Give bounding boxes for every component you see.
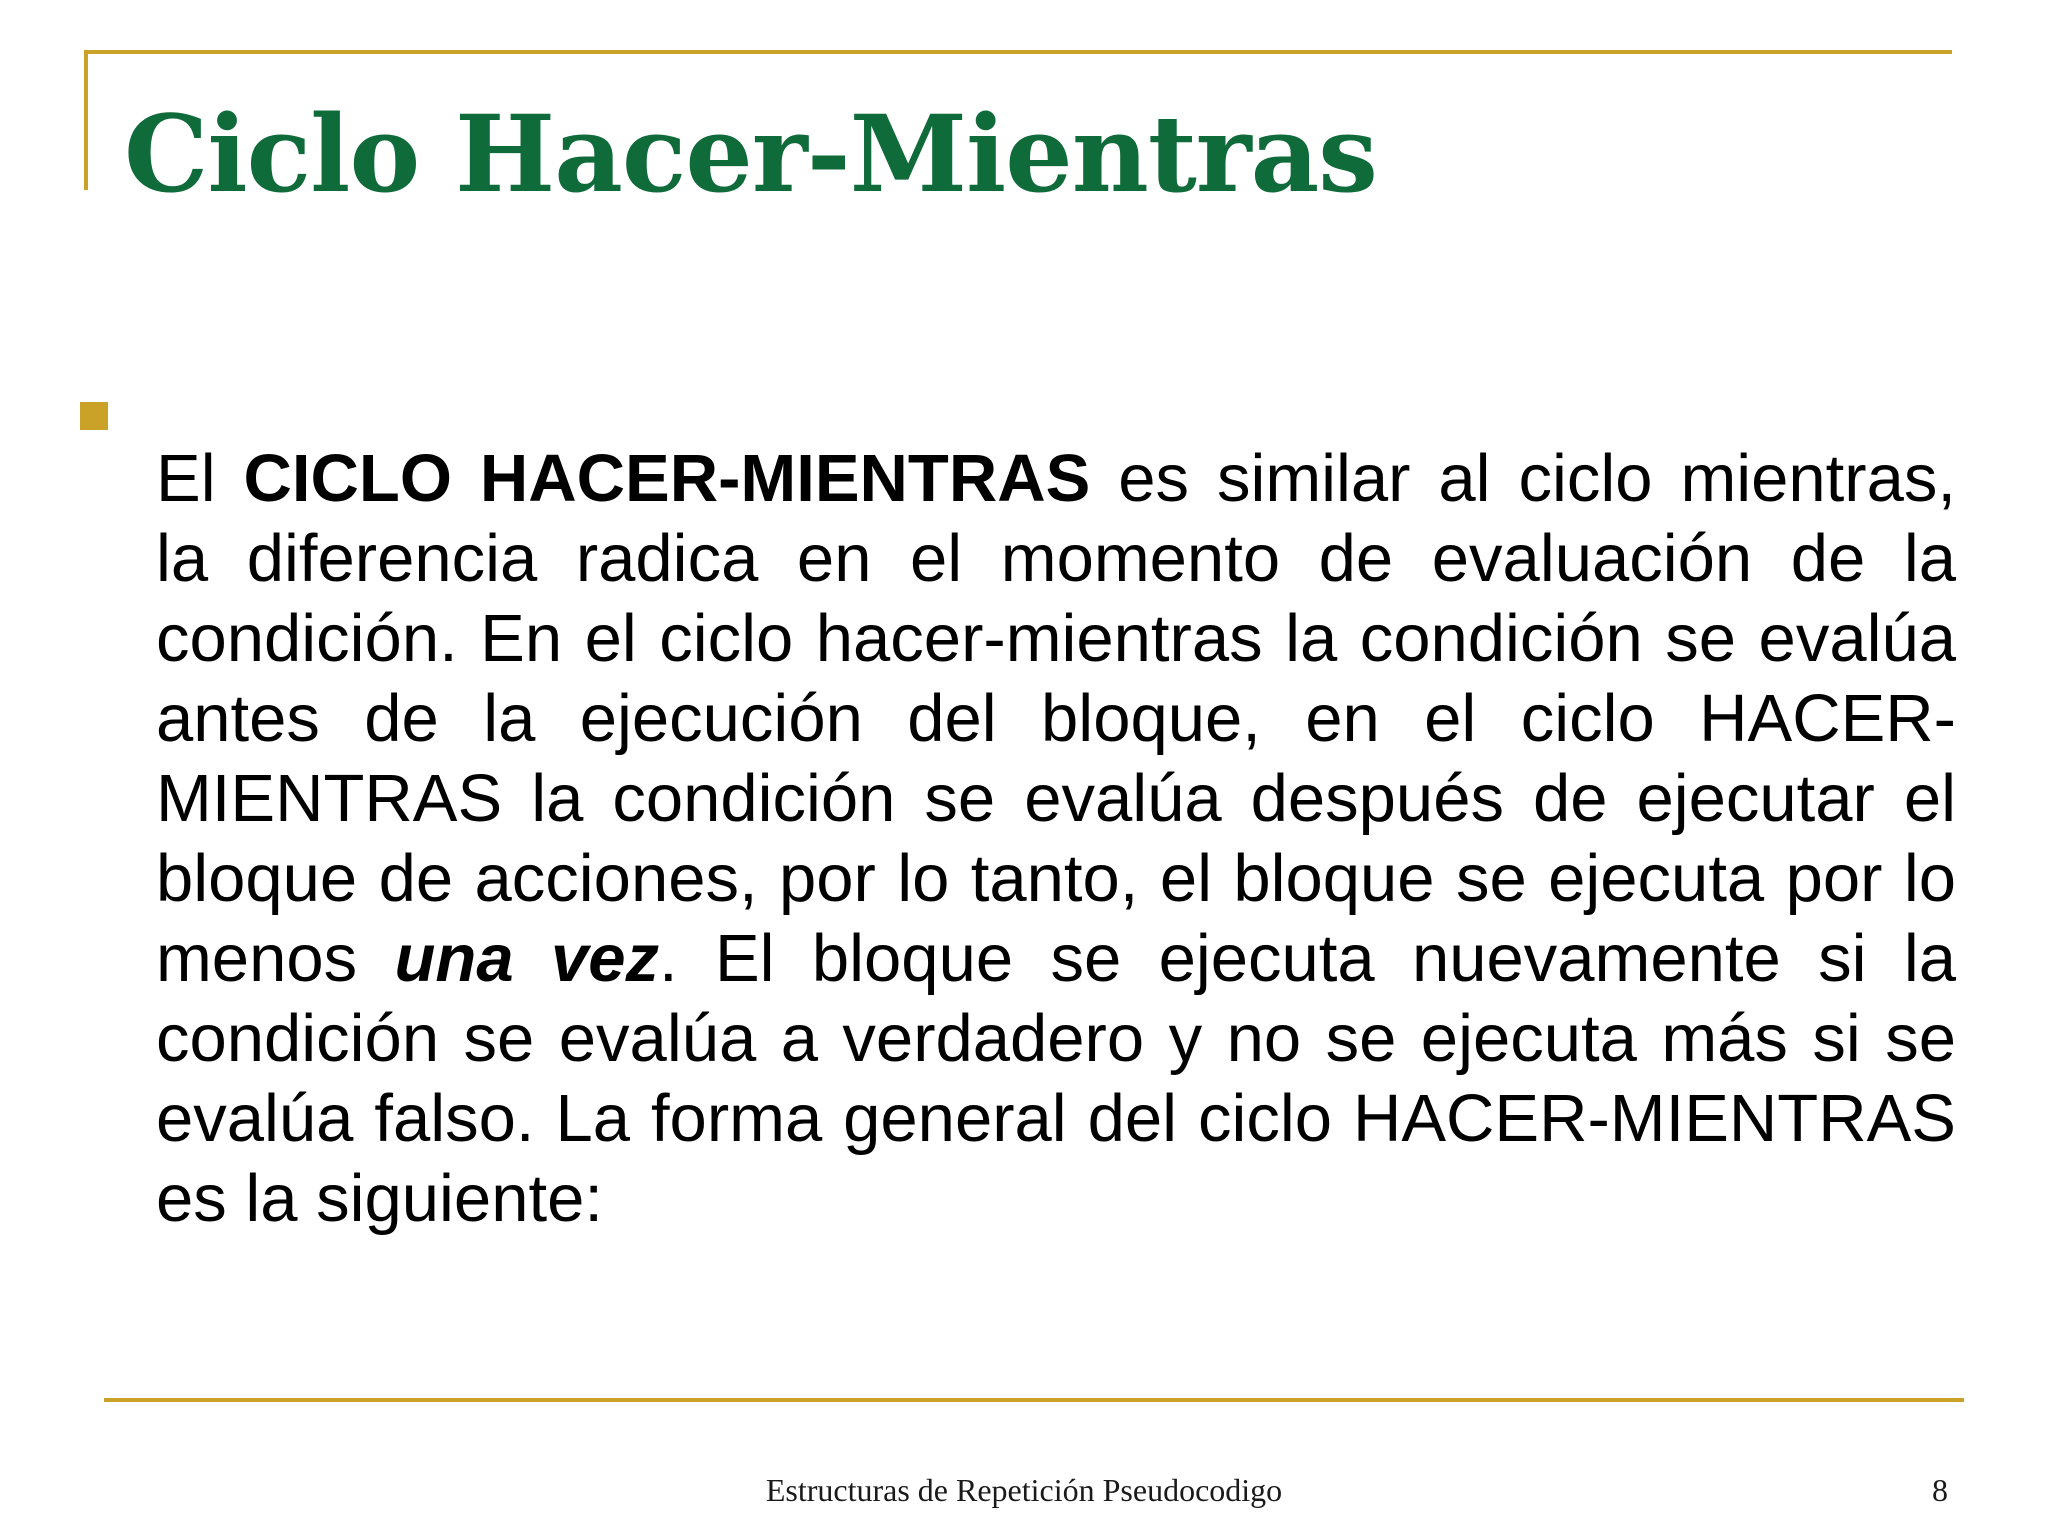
- footer-rule: [104, 1398, 1964, 1402]
- square-bullet-icon: [80, 402, 108, 430]
- bullet-term: CICLO HACER-MIENTRAS: [243, 441, 1091, 516]
- title-frame-top-rule: [84, 50, 1952, 54]
- bullet-text-part2: . El bloque se ejecuta nuevamente si la condición se evalúa a verdadero y no se ejecuta más si se evalúa falso. La forma general del ciclo HACER-MIENTRAS es la siguiente:: [156, 921, 1957, 1236]
- page-number: 8: [1932, 1472, 1948, 1508]
- bullet-emphasis: una vez: [394, 921, 659, 996]
- bullet-intro: El: [156, 441, 244, 516]
- bullet-text-part1: es similar al ciclo mientras, la diferencia radica en el momento de evaluación de la condición. En el ciclo hacer-mientras la condición se evalúa antes de la ejecución del bloque, en el ciclo HACER-MIENTRAS la condición se evalúa después de ejecutar el bloque de acciones, por lo tanto, el bloque se ejecuta por lo menos: [156, 441, 1956, 996]
- slide-title: Ciclo Hacer-Mientras: [124, 91, 1377, 216]
- footer-text: Estructuras de Repetición Pseudocodigo: [765, 1472, 1283, 1508]
- title-frame-left-rule: [84, 50, 88, 190]
- slide-content: [80, 372, 1960, 1306]
- bullet-paragraph: [156, 439, 1956, 1239]
